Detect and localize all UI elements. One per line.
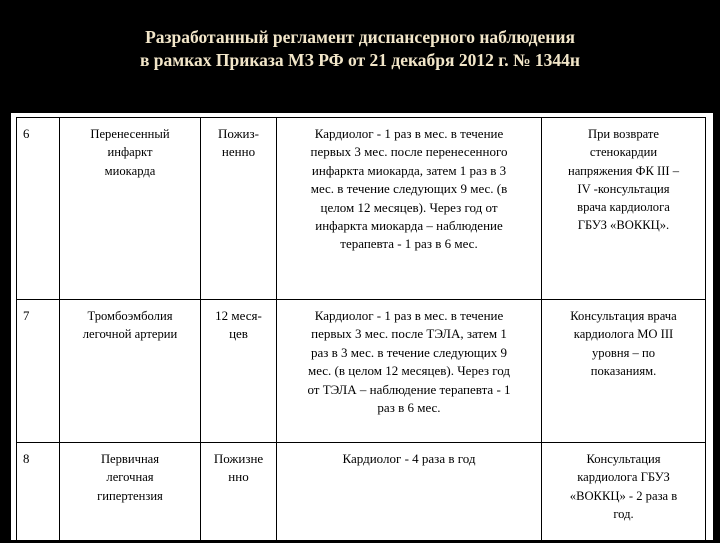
slide-header — [0, 0, 720, 113]
table-row — [17, 443, 706, 543]
observation-regulation-table — [16, 117, 706, 543]
duration-cell: 12 меся- цев — [201, 300, 277, 443]
observation-cell: Кардиолог - 1 раз в мес. в течение первых 3 мес. после ТЭЛА, затем 1 раз в 3 мес. в течение следующих 9 мес. (в целом 12 месяцев). Через год от ТЭЛА – наблюдение терапевта - 1 раз в 6 мес. — [277, 300, 542, 443]
observation-cell: Кардиолог - 4 раза в год — [277, 443, 542, 543]
slide-title — [40, 26, 680, 72]
consultation-cell: При возврате стенокардии напряжения ФК III – IV -консультация врача кардиолога ГБУЗ «ВОККЦ». — [542, 118, 706, 300]
diagnosis-cell: Перенесенный инфаркт миокарда — [60, 118, 201, 300]
duration-cell: Пожиз- ненно — [201, 118, 277, 300]
diagnosis-cell: Первичная легочная гипертензия — [60, 443, 201, 543]
row-number: 6 — [17, 118, 60, 300]
diagnosis-cell: Тромбоэмболия легочной артерии — [60, 300, 201, 443]
consultation-cell: Консультация кардиолога ГБУЗ «ВОККЦ» - 2 раза в год. — [542, 443, 706, 543]
row-number: 8 — [17, 443, 60, 543]
table-row — [17, 300, 706, 443]
observation-cell: Кардиолог - 1 раз в мес. в течение первых 3 мес. после перенесенного инфаркта миокарда, затем 1 раз в 3 мес. в течение следующих 9 мес. (в целом 12 месяцев). Через год от инфаркта миокарда – наблюдение терапевта - 1 раз в 6 мес. — [277, 118, 542, 300]
table-row — [17, 118, 706, 300]
slide-title-line-1: Разработанный регламент диспансерного наблюдения — [145, 27, 575, 47]
consultation-cell: Консультация врача кардиолога МО III уровня – по показаниям. — [542, 300, 706, 443]
table-area — [11, 113, 713, 540]
slide-title-line-2: в рамках Приказа МЗ РФ от 21 декабря 2012 г. № 1344н — [139, 50, 581, 70]
duration-cell: Пожизне нно — [201, 443, 277, 543]
row-number: 7 — [17, 300, 60, 443]
